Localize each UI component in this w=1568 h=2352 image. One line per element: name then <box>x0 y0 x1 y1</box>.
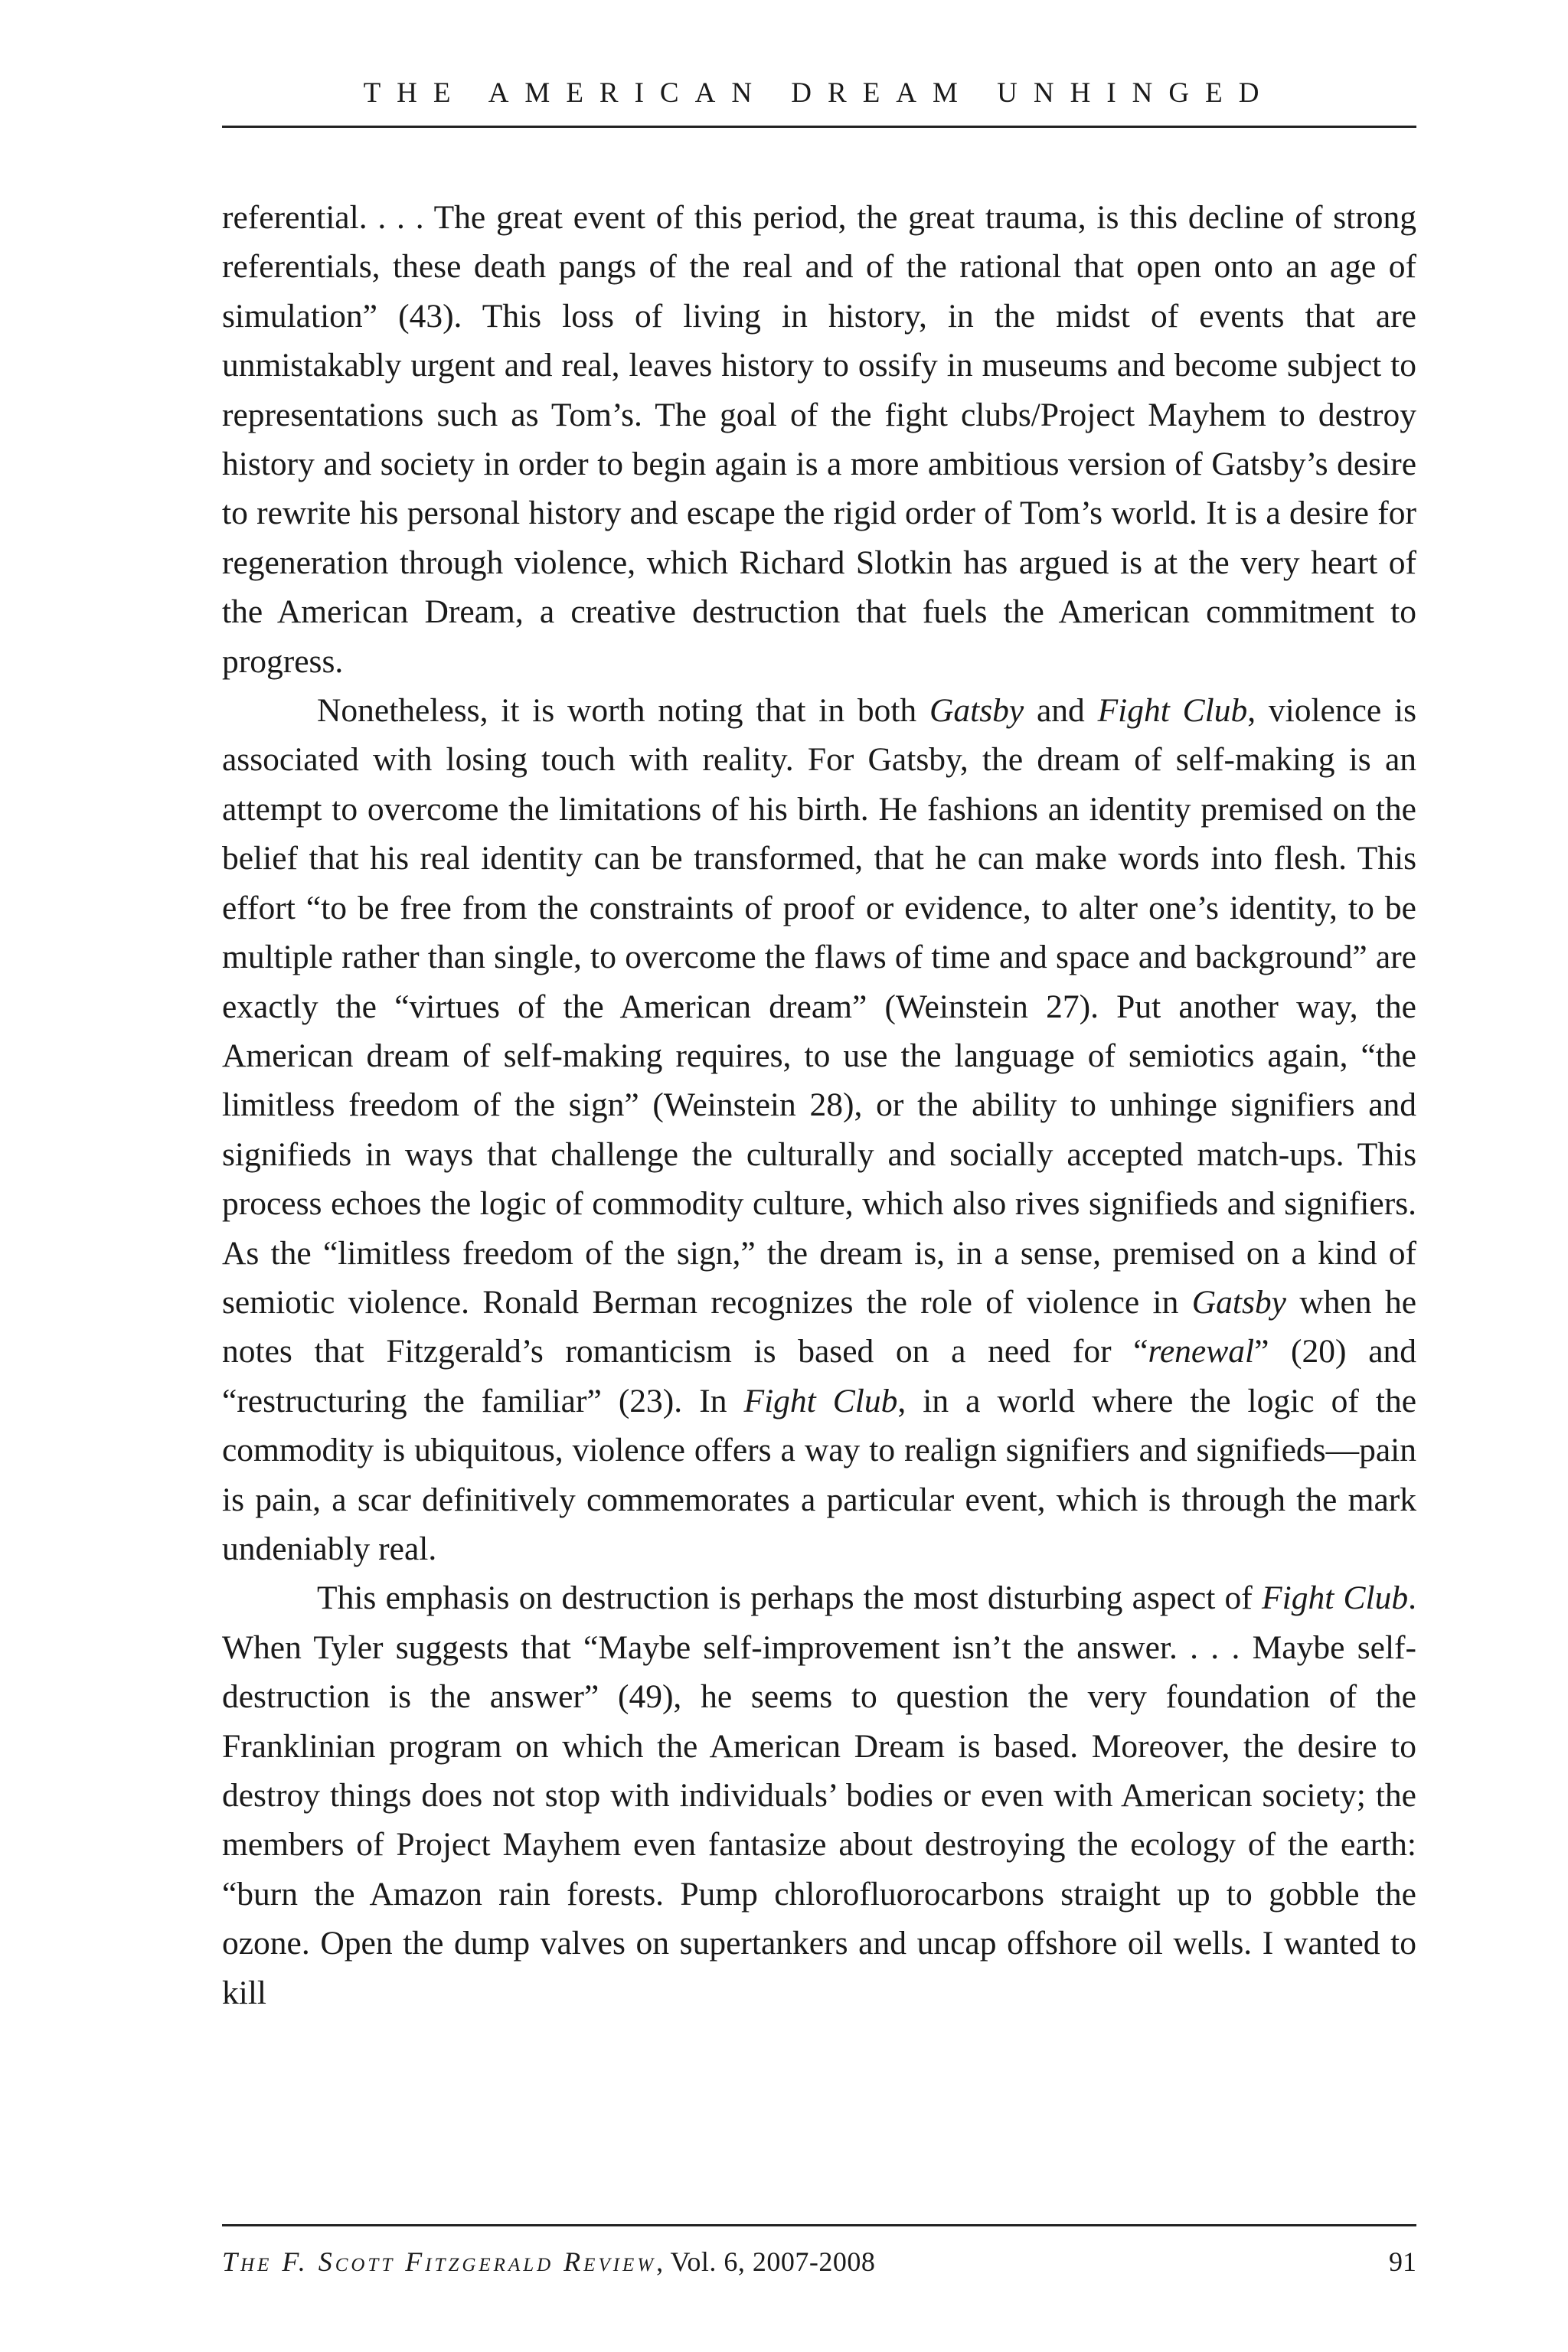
p2-text-2: and <box>1024 692 1098 730</box>
header-rule <box>222 126 1416 128</box>
p2-text-5: ” (20) and “restructuring the familiar” (23). In <box>222 1333 1416 1419</box>
p2-text-4: when he notes that Fitzgerald’s romanticism is based on a need for “ <box>222 1283 1417 1370</box>
p2-text-3: , violence is associated with losing touch with reality. For Gatsby, the dream of self-making is an attempt to overcome the limitations of his birth. He fashions an identity premised on the belief that his real identity can be transformed, that he can make words into flesh. This effort “to be free from the constraints of proof or evidence, to alter one’s identity, to be multiple rather than single, to overcome the flaws of time and space and background” are exactly the “virtues of the American dream” (Weinstein 27). Put another way, the American dream of self-making requires, to use the language of semiotics again, “the limitless freedom of the sign” (Weinstein 28), or the ability to unhinge signifiers and signifieds in ways that challenge the culturally and socially accepted match-ups. This process echoes the logic of commodity culture, which also rives signifieds and signifiers. As the “limitless freedom of the sign,” the dream is, in a sense, premised on a kind of semiotic violence. Ronald Berman recognizes the role of violence in <box>222 692 1417 1321</box>
journal-citation <box>222 2240 875 2283</box>
page-number: 91 <box>1389 2246 1416 2277</box>
paragraph-3 <box>222 1573 1416 2017</box>
footer-rule <box>222 2224 1416 2226</box>
journal-volume: , Vol. 6, 2007-2008 <box>656 2246 876 2277</box>
page-footer <box>222 2240 1416 2283</box>
running-head: THE AMERICAN DREAM UNHINGED <box>363 77 1276 109</box>
p3-title-fight-club: Fight Club <box>1262 1579 1409 1617</box>
p3-text-1: This emphasis on destruction is perhaps the most disturbing aspect of <box>317 1579 1263 1617</box>
paragraph-2 <box>222 686 1416 1573</box>
p2-title-gatsby: Gatsby <box>929 692 1024 730</box>
p2-emphasis-renewal: renewal <box>1148 1333 1255 1370</box>
article-body <box>222 193 1416 2017</box>
p3-text-2: . When Tyler suggests that “Maybe self-improvement isn’t the answer. . . . Maybe self-destruction is the answer” (49), he seems to question the very foundation of the Franklinian program on which the American Dream is based. Moreover, the desire to destroy things does not stop with individuals’ bodies or even with American society; the members of Project Mayhem even fantasize about destroying the ecology of the earth: “burn the Amazon rain forests. Pump chlorofluorocarbons straight up to gobble the ozone. Open the dump valves on supertankers and uncap offshore oil wells. I wanted to kill <box>222 1579 1416 2011</box>
journal-title: The F. Scott Fitzgerald Review <box>222 2246 657 2277</box>
p2-title-fight-club: Fight Club <box>1097 692 1248 730</box>
paragraph-1: referential. . . . The great event of this period, the great trauma, is this decline of strong referentials, these death pangs of the real and of the rational that open onto an age of simulation” (43). This loss of living in history, in the midst of events that are unmistakably urgent and real, leaves history to ossify in museums and become subject to representations such as Tom’s. The goal of the fight clubs/Project Mayhem to destroy history and society in order to begin again is a more ambitious version of Gatsby’s desire to rewrite his personal history and escape the rigid order of Tom’s world. It is a desire for regeneration through violence, which Richard Slotkin has argued is at the very heart of the American Dream, a creative destruction that fuels the American commitment to progress. <box>222 199 1416 680</box>
p2-title-gatsby-2: Gatsby <box>1191 1283 1286 1321</box>
p2-text-6: , in a world where the logic of the commodity is ubiquitous, violence offers a way to realign signifiers and signifieds—pain is pain, a scar definitively commemorates a particular event, which is through the mark undeniably real. <box>222 1382 1416 1567</box>
p2-text-1: Nonetheless, it is worth noting that in both <box>317 692 929 730</box>
p2-title-fight-club-2: Fight Club <box>743 1382 898 1419</box>
